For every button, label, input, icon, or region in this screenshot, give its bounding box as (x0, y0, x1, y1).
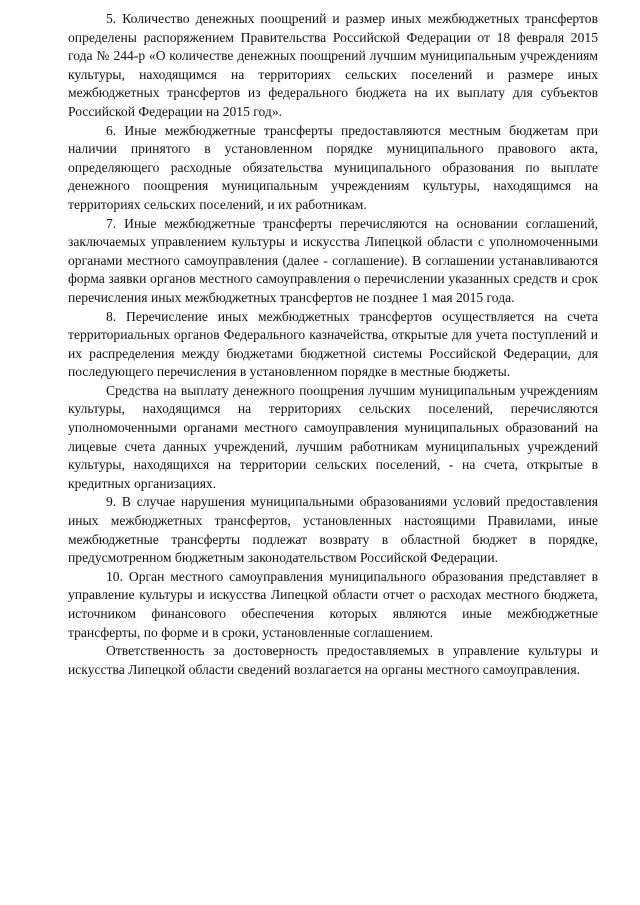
paragraph-funds-transfer: Средства на выплату денежного поощрения лучшим муниципальным учреждениям культуры, находящимся на территориях сельских поселений, перечисляются уполномоченными органами местного самоуправления муниципальных образований на лицевые счета данных учреждений, лучшим работникам муниципальных учреждений культуры, находящихся на территории сельских поселений, - на счета, открытые в кредитных организациях. (68, 382, 598, 491)
paragraph-item-10: 10. Орган местного самоуправления муниципального образования представляет в управление культуры и искусства Липецкой области отчет о расходах местного бюджета, источником финансового обеспечения которых являются иные межбюджетные трансферты, по форме и в сроки, установленные соглашением. (68, 568, 598, 640)
paragraph-item-6: 6. Иные межбюджетные трансферты предоставляются местным бюджетам при наличии принятого в установленном порядке муниципального правового акта, определяющего расходные обязательства муниципального образования по выплате денежного поощрения муниципальным учреждениям культуры, находящимся на территориях сельских поселений, и их работникам. (68, 122, 598, 212)
paragraph-item-8: 8. Перечисление иных межбюджетных трансфертов осуществляется на счета территориальных органов Федерального казначейства, открытые для учета поступлений и их распределения между бюджетами бюджетной системы Российской Федерации, для последующего перечисления в установленном порядке в местные бюджеты. (68, 308, 598, 380)
paragraph-item-5: 5. Количество денежных поощрений и размер иных межбюджетных трансфертов определены распоряжением Правительства Российской Федерации от 18 февраля 2015 года № 244-р «О количестве денежных поощрений лучшим муниципальным учреждениям культуры, находящимся на территориях сельских поселений и размере иных межбюджетных трансфертов из федерального бюджета на их выплату для субъектов Российской Федерации на 2015 год». (68, 11, 598, 119)
paragraph-item-7: 7. Иные межбюджетные трансферты перечисляются на основании соглашений, заключаемых управлением культуры и искусства Липецкой области с уполномоченными органами местного самоуправления (далее - соглашение). В соглашении устанавливаются форма заявки органов местного самоуправления о перечислении указанных средств и срок перечисления иных межбюджетных трансфертов не позднее 1 мая 2015 года. (68, 215, 598, 305)
paragraph-responsibility: Ответственность за достоверность предоставляемых в управление культуры и искусства Липецкой области сведений возлагается на органы местного самоуправления. (68, 643, 598, 677)
paragraph-item-9: 9. В случае нарушения муниципальными образованиями условий предоставления иных межбюджетных трансфертов, установленных настоящими Правилами, иные межбюджетные трансферты подлежат возврату в областной бюджет в порядке, предусмотренном бюджетным законодательством Российской Федерации. (68, 494, 598, 566)
document-body (68, 10, 598, 679)
